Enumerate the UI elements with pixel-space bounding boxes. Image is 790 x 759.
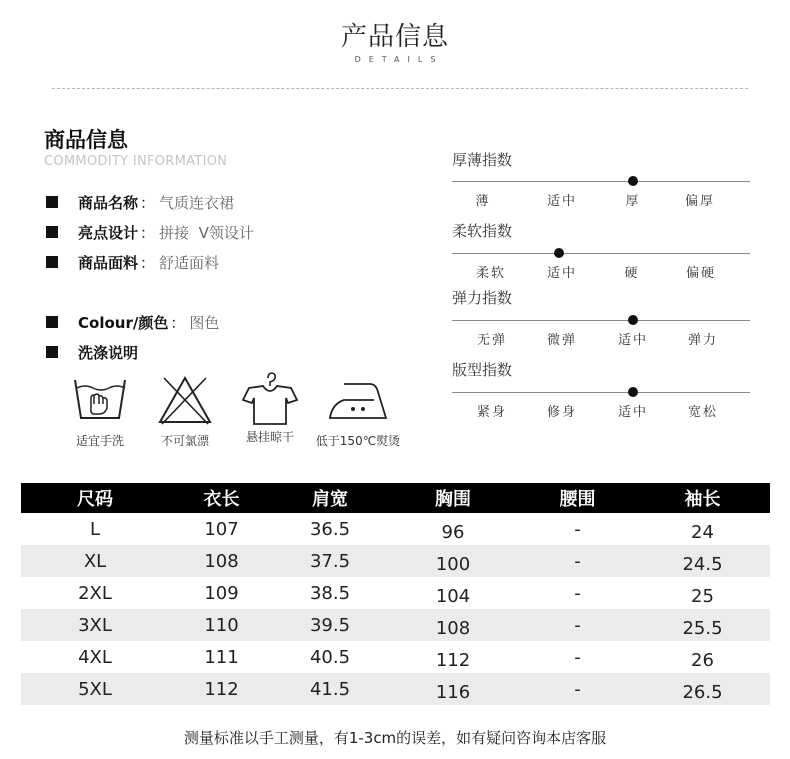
- bullet-square: [46, 256, 58, 268]
- info-key: 商品名称: [78, 193, 139, 212]
- dashed-divider: [52, 88, 748, 89]
- hand-wash-icon: [71, 374, 129, 426]
- info-key: Colour/颜色: [78, 313, 169, 332]
- table-cell: 104: [435, 585, 471, 607]
- no-bleach-icon: [156, 374, 214, 426]
- table-cell: 100: [386, 545, 520, 577]
- index-label: 适中: [546, 194, 578, 209]
- wash-care-label: 不可氯漂: [160, 434, 209, 448]
- index-label: 微弹: [546, 333, 578, 348]
- table-cell: 108: [386, 609, 520, 641]
- info-value: 气质连衣裙: [159, 193, 235, 212]
- column-header: 腰围: [520, 483, 635, 513]
- section-subtitle: DETAILS: [354, 55, 444, 64]
- table-cell: 2XL: [78, 582, 112, 604]
- wash-care-label: 适宜手洗: [75, 434, 124, 448]
- section-title: 产品信息: [340, 22, 449, 52]
- table-row: [21, 609, 770, 641]
- index-title: 柔软指数: [452, 222, 513, 240]
- hang-dry-icon: [239, 370, 301, 426]
- index-label: 薄: [475, 194, 491, 209]
- index-title: 版型指数: [452, 361, 513, 379]
- table-cell: 24: [691, 521, 714, 543]
- index-marker: [554, 248, 564, 258]
- table-cell: 4XL: [78, 646, 112, 668]
- index-label: 偏厚: [684, 194, 716, 209]
- table-row: [21, 513, 770, 545]
- elasticity-index: [452, 288, 752, 348]
- table-cell: 5XL: [21, 673, 169, 705]
- info-colon: ：: [170, 313, 186, 332]
- index-track: [452, 320, 750, 321]
- bullet-square: [46, 226, 58, 238]
- fit-index: [452, 360, 752, 420]
- table-cell: 26: [691, 649, 714, 671]
- info-key: 商品面料: [78, 253, 139, 272]
- info-subtitle: COMMODITY INFORMATION: [44, 154, 228, 169]
- table-cell: 24.5: [635, 545, 770, 577]
- thickness-index: [452, 150, 752, 209]
- table-cell: 96: [441, 521, 465, 543]
- table-cell: 111: [204, 646, 239, 668]
- table-cell: -: [520, 545, 635, 577]
- table-cell: 109: [204, 582, 239, 604]
- column-header: 肩宽: [274, 483, 386, 513]
- info-value: 图色: [189, 313, 220, 332]
- iron-icon: [326, 374, 390, 426]
- info-row-colour: [46, 311, 219, 333]
- index-label: 无弹: [476, 333, 508, 348]
- index-label: 偏硬: [685, 266, 717, 281]
- table-cell: 36.5: [309, 518, 351, 540]
- table-cell: 41.5: [274, 673, 386, 705]
- table-cell: 116: [386, 673, 520, 705]
- index-label: 宽松: [687, 405, 719, 420]
- table-cell: 3XL: [21, 609, 169, 641]
- index-marker: [628, 315, 638, 325]
- table-header-row: [21, 483, 770, 513]
- index-marker: [628, 387, 638, 397]
- bullet-square: [46, 196, 58, 208]
- info-key: 亮点设计: [78, 223, 139, 242]
- info-colon: ：: [140, 253, 156, 272]
- bullet-square: [46, 346, 58, 358]
- index-track: [452, 253, 750, 254]
- wash-care-label: 低于150℃熨烫: [315, 434, 401, 448]
- column-header: 胸围: [386, 483, 520, 513]
- table-cell: 25.5: [635, 609, 770, 641]
- index-label: 厚: [625, 194, 641, 209]
- column-header: 衣长: [169, 483, 274, 513]
- size-table: [21, 483, 770, 705]
- table-cell: 38.5: [309, 582, 351, 604]
- index-label: 柔软: [475, 266, 507, 281]
- table-cell: 107: [204, 518, 239, 540]
- index-title: 弹力指数: [452, 289, 513, 307]
- info-colon: ：: [140, 223, 156, 242]
- wash-care-hand-wash: [57, 374, 143, 449]
- table-cell: 37.5: [274, 545, 386, 577]
- table-cell: 40.5: [309, 646, 351, 668]
- index-label: 紧身: [476, 405, 508, 420]
- info-key: 洗涤说明: [78, 343, 139, 362]
- info-row-name: [46, 191, 234, 213]
- index-label: 修身: [546, 405, 578, 420]
- info-row-washing: [46, 341, 138, 363]
- wash-care-iron: [315, 374, 401, 449]
- table-cell: 112: [169, 673, 274, 705]
- table-cell: -: [520, 673, 635, 705]
- table-cell: -: [574, 582, 581, 604]
- table-cell: XL: [21, 545, 169, 577]
- info-title: 商品信息: [44, 128, 128, 152]
- table-row: [21, 641, 770, 673]
- table-cell: -: [574, 646, 581, 668]
- table-cell: L: [89, 518, 101, 540]
- info-value: 舒适面料: [159, 253, 220, 272]
- index-label: 适中: [617, 333, 649, 348]
- index-track: [452, 181, 750, 182]
- index-label: 适中: [546, 266, 578, 281]
- index-label: 硬: [624, 266, 640, 281]
- table-cell: 110: [169, 609, 274, 641]
- index-title: 厚薄指数: [452, 151, 513, 169]
- index-track: [452, 392, 750, 393]
- info-value: 拼接 V领设计: [159, 223, 254, 242]
- table-cell: 39.5: [274, 609, 386, 641]
- index-label: 适中: [617, 405, 649, 420]
- index-label: 弹力: [687, 333, 719, 348]
- wash-care-label: 悬挂晾干: [245, 430, 294, 444]
- info-colon: ：: [140, 193, 156, 212]
- table-cell: -: [520, 609, 635, 641]
- info-row-fabric: [46, 251, 219, 273]
- softness-index: [452, 221, 752, 281]
- table-cell: 25: [691, 585, 714, 607]
- index-marker: [628, 176, 638, 186]
- measurement-note: 测量标准以手工测量，有1-3cm的误差，如有疑问咨询本店客服: [183, 729, 607, 747]
- table-cell: 112: [435, 649, 471, 671]
- table-cell: 108: [169, 545, 274, 577]
- table-row: [21, 673, 770, 705]
- column-header: 尺码: [21, 483, 169, 513]
- wash-care-hang-dry: [227, 370, 313, 445]
- wash-care-no-bleach: [142, 374, 228, 449]
- info-row-design: [46, 221, 254, 243]
- table-cell: -: [574, 518, 581, 540]
- column-header: 袖长: [635, 483, 770, 513]
- table-row: [21, 577, 770, 609]
- bullet-square: [46, 316, 58, 328]
- table-row: [21, 545, 770, 577]
- table-cell: 26.5: [635, 673, 770, 705]
